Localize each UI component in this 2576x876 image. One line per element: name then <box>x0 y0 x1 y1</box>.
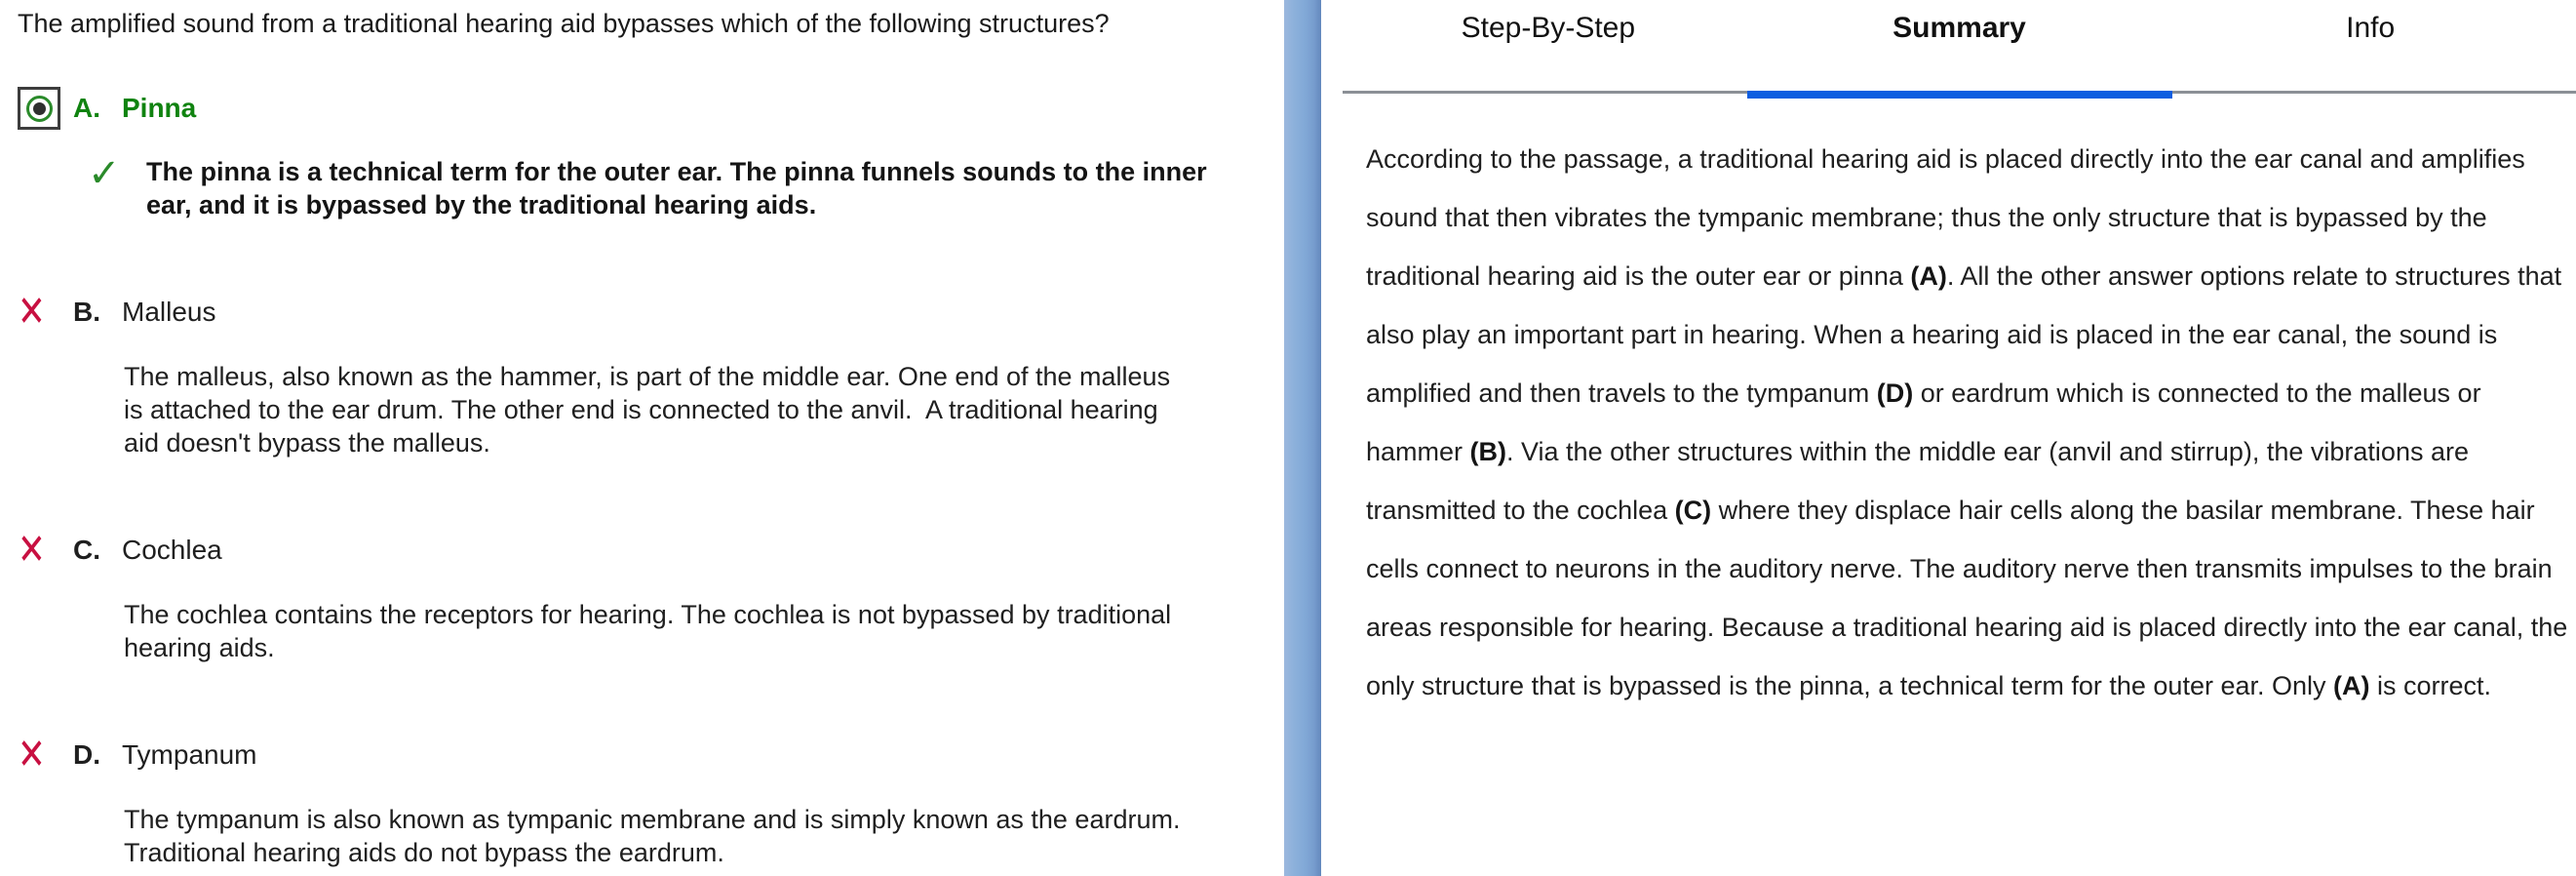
option-explanation-text: The cochlea contains the receptors for hearing. The cochlea is not bypassed by traditional hearing aids. <box>124 600 1179 662</box>
options-list <box>18 87 1265 869</box>
option-letter: B. <box>73 297 100 327</box>
tab-info[interactable] <box>2165 0 2576 94</box>
tab-label: Info <box>2346 12 2396 44</box>
answer-option-tympanum <box>18 731 1265 869</box>
option-explanation <box>18 360 1265 459</box>
option-label: Tympanum <box>122 739 257 770</box>
answer-option-head <box>18 288 1265 336</box>
tab-label: Step-By-Step <box>1461 12 1636 44</box>
option-explanation-text: The tympanum is also known as tympanic membrane and is simply known as the eardrum. Traditional hearing aids do not bypass the eardrum. <box>124 805 1188 867</box>
incorrect-x-icon: ✕ <box>18 288 46 336</box>
incorrect-x-icon: ✕ <box>18 526 46 574</box>
option-label: Malleus <box>122 297 216 327</box>
correct-check-icon: ✓ <box>88 152 121 195</box>
option-label: Cochlea <box>122 535 222 565</box>
tab-summary[interactable] <box>1754 0 2166 94</box>
radio-ring <box>26 96 53 122</box>
summary-text: According to the passage, a traditional hearing aid is placed directly into the ear canal and amplifies sound that then vibrates the tympanic membrane; thus the only structure that is bypassed by the traditional hearing aid is the outer ear or pinna (A). All the other answer options relate to structures that also play an important part in hearing. When a hearing aid is placed in the ear canal, the sound is amplified and then travels to the tympanum (D) or eardrum which is connected to the malleus or hammer (B). Via the other structures within the middle ear (anvil and stirrup), the vibrations are transmitted to the cochlea (C) where they displace hair cells along the basilar membrane. These hair cells connect to neurons in the auditory nerve. The auditory nerve then transmits impulses to the brain areas responsible for hearing. Because a traditional hearing aid is placed directly into the ear canal, the only structure that is bypassed is the pinna, a technical term for the outer ear. Only (A) is correct. <box>1366 144 2568 700</box>
tab-step-by-step[interactable] <box>1343 0 1754 94</box>
option-marker-cell <box>18 526 73 574</box>
option-letter: A. <box>73 93 100 123</box>
option-explanation-text: The pinna is a technical term for the outer ear. The pinna funnels sounds to the inner ear, and it is bypassed by the traditional hearing aids. <box>146 157 1215 219</box>
radio-selected-icon[interactable] <box>18 87 60 130</box>
option-marker-cell <box>18 87 73 130</box>
answer-option-head <box>18 731 1265 778</box>
option-letter: C. <box>73 535 100 565</box>
answer-option-cochlea <box>18 526 1265 664</box>
answer-option-head <box>18 87 1265 130</box>
question-text: The amplified sound from a traditional hearing aid bypasses which of the following structures? <box>18 9 1110 38</box>
option-marker-cell <box>18 288 73 336</box>
option-explanation-text: The malleus, also known as the hammer, is part of the middle ear. One end of the malleus is attached to the ear drum. The other end is connected to the anvil. A traditional hearing aid doesn't bypass the malleus. <box>124 362 1178 458</box>
tab-bar <box>1343 0 2576 94</box>
tab-label: Summary <box>1893 12 2026 44</box>
active-tab-underline <box>1747 91 2172 99</box>
question-panel <box>0 0 1284 876</box>
answer-option-head <box>18 526 1265 574</box>
explanation-panel <box>1321 0 2576 876</box>
option-explanation <box>18 598 1265 664</box>
option-explanation <box>18 803 1265 869</box>
option-marker-cell <box>18 731 73 778</box>
radio-dot <box>33 102 46 115</box>
panel-divider[interactable] <box>1284 0 1321 876</box>
option-letter: D. <box>73 739 100 770</box>
option-label: Pinna <box>122 93 197 123</box>
answer-option-pinna <box>18 87 1265 221</box>
incorrect-x-icon: ✕ <box>18 731 46 778</box>
answer-option-malleus <box>18 288 1265 459</box>
option-explanation <box>18 152 1265 221</box>
